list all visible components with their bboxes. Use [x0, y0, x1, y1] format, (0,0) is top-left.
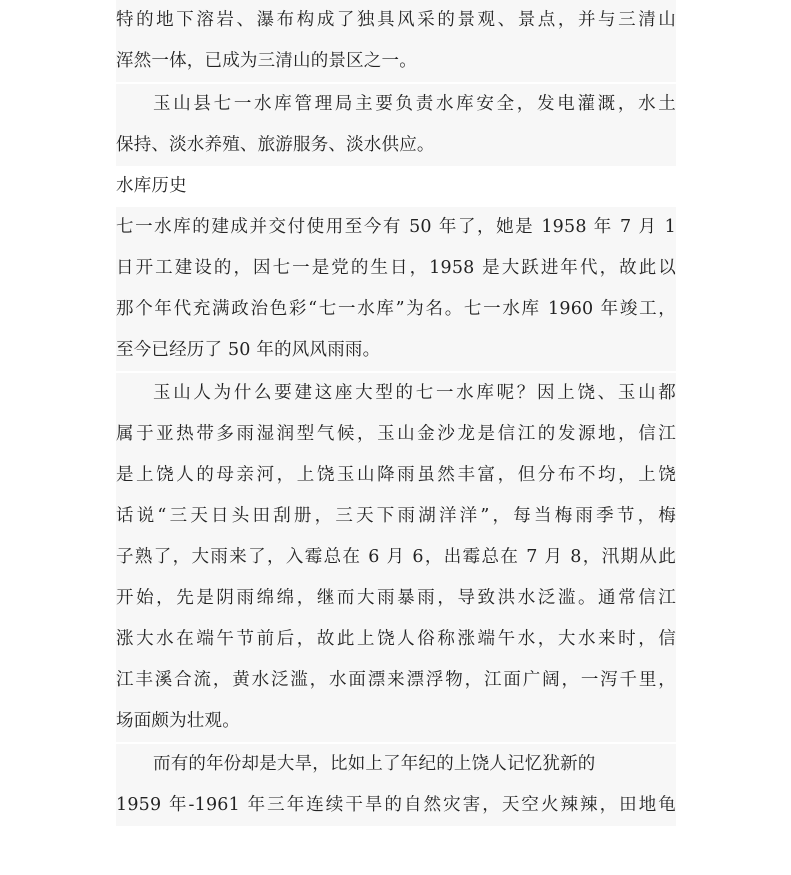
text-line: 七一水库的建成并交付使用至今有 50 年了，她是 1958 年 7 月 1: [116, 217, 676, 237]
text-line: 玉山人为什么要建这座大型的七一水库呢？因上饶、玉山都: [153, 383, 676, 403]
section-heading-text: 水库历史: [116, 176, 187, 196]
document-page: [116, 0, 676, 826]
text-line: 涨大水在端午节前后，故此上饶人俗称涨端午水，大水来时，信: [116, 629, 676, 649]
text-line: 是上饶人的母亲河，上饶玉山降雨虽然丰富，但分布不均，上饶: [116, 465, 676, 485]
text-line: 日开工建设的，因七一是党的生日，1958 是大跃进年代，故此以: [116, 258, 676, 278]
section-heading: [116, 166, 676, 207]
paragraph-management-bureau: [116, 84, 676, 166]
paragraph-scenic-continuation: [116, 0, 676, 82]
paragraph-drought-years: [116, 744, 676, 826]
text-line: 浑然一体，已成为三清山的景区之一。: [116, 51, 417, 71]
paragraph-reservoir-history: [116, 207, 676, 371]
text-line: 子熟了，大雨来了，入霉总在 6 月 6，出霉总在 7 月 8，汛期从此: [116, 547, 676, 567]
text-line: 话说“三天日头田刮册，三天下雨湖洋洋”，每当梅雨季节，梅: [116, 506, 676, 526]
text-line: 江丰溪合流，黄水泛滥，水面漂来漂浮物，江面广阔，一泻千里，: [116, 670, 676, 690]
text-line: 场面颇为壮观。: [116, 711, 240, 731]
text-line: 玉山县七一水库管理局主要负责水库安全，发电灌溉，水土: [153, 94, 676, 114]
text-line: 保持、淡水养殖、旅游服务、淡水供应。: [116, 135, 435, 155]
text-line: 特的地下溶岩、瀑布构成了独具风采的景观、景点，并与三清山: [116, 10, 676, 30]
text-line: 那个年代充满政治色彩“七一水库”为名。七一水库 1960 年竣工，: [116, 299, 676, 319]
paragraph-why-build: [116, 373, 676, 742]
text-line: 1959 年-1961 年三年连续干旱的自然灾害，天空火辣辣，田地龟: [116, 795, 676, 815]
text-line: 开始，先是阴雨绵绵，继而大雨暴雨，导致洪水泛滥。通常信江: [116, 588, 676, 608]
text-line: 至今已经历了 50 年的风风雨雨。: [116, 340, 381, 360]
text-line: 而有的年份却是大旱，比如上了年纪的上饶人记忆犹新的: [153, 754, 596, 774]
text-line: 属于亚热带多雨湿润型气候，玉山金沙龙是信江的发源地，信江: [116, 424, 676, 444]
